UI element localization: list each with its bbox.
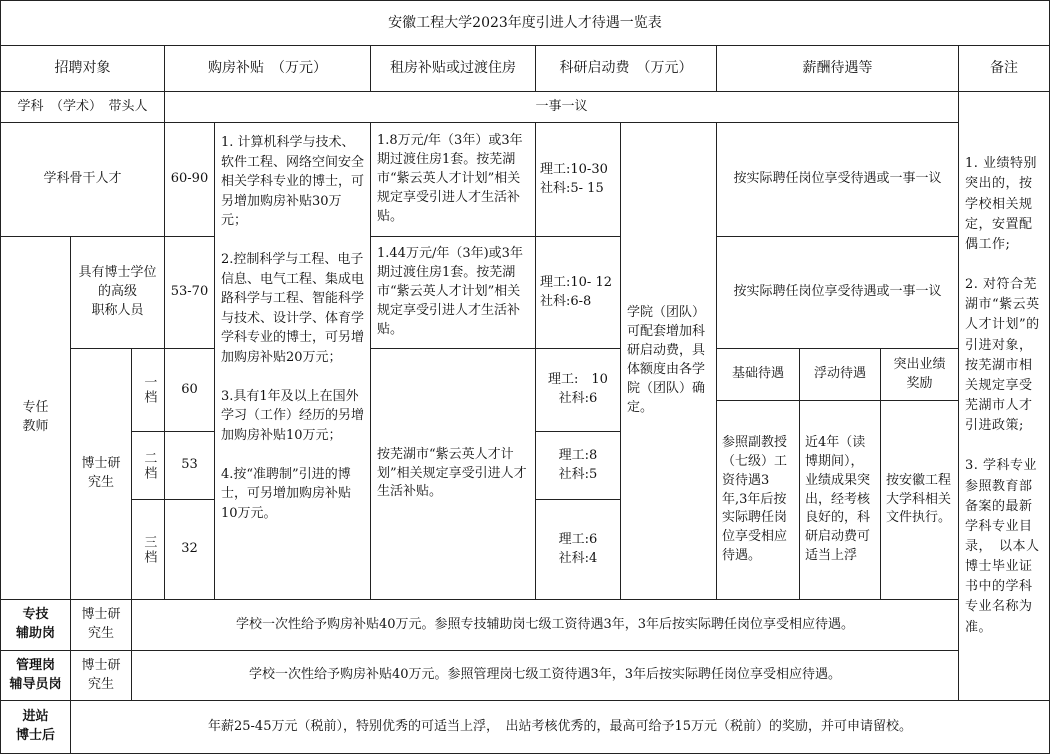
row-admin-sub: 博士研 究生 — [70, 650, 132, 701]
tier2-housing: 53 — [164, 431, 215, 500]
header-salary: 薪酬待遇等 — [716, 45, 959, 92]
row-leader-label: 学科 （学术） 带头人 — [0, 91, 165, 123]
sub-header-award: 突出业绩 奖励 — [880, 348, 959, 401]
row-senior-salary: 按实际聘任岗位享受待遇或一事一议 — [716, 236, 959, 349]
row-admin-label: 管理岗 辅导员岗 — [0, 650, 71, 701]
phd-base-salary: 参照副教授（七级）工资待遇3年,3年后按实际聘任岗位享受相应待遇。 — [716, 400, 800, 600]
phd-award: 按安徽工程大学科相关文件执行。 — [880, 400, 959, 600]
row-senior-housing: 53-70 — [164, 236, 215, 349]
row-backbone-rent: 1.8万元/年（3年）或3年期过渡住房1套。按芜湖市“紫云英人才计划”相关规定享受引进人才生活补贴。 — [370, 122, 536, 237]
header-housing: 购房补贴 （万元） — [164, 45, 371, 92]
row-leader-value: 一事一议 — [164, 91, 959, 123]
sub-header-float: 浮动待遇 — [799, 348, 881, 401]
row-tech-text: 学校一次性给予购房补贴40万元。参照专技辅助岗七级工资待遇3年，3年后按实际聘任岗位享受相应待遇。 — [131, 599, 959, 651]
tier1-housing: 60 — [164, 348, 215, 432]
tier3-label: 三档 — [131, 499, 165, 600]
row-tech-label: 专技 辅助岗 — [0, 599, 71, 651]
row-backbone-salary: 按实际聘任岗位享受待遇或一事一议 — [716, 122, 959, 237]
row-fulltime-label: 专任 教师 — [0, 236, 71, 600]
housing-extra-notes: 1. 计算机科学与技术、软件工程、网络空间安全相关学科专业的博士，可另增加购房补贴30万元； 2.控制科学与工程、电子信息、电气工程、集成电路科学与工程、智能科学与技术、设计学、体育学学科专业的博士，可另增加购房补贴20万元； 3.具有1年及以上在国外学习（工作）经历的另增加购房补贴10万元； 4.按“准聘制”引进的博士，可另增加购房补贴10万元。 — [214, 122, 371, 600]
header-recruit: 招聘对象 — [0, 45, 165, 92]
row-tech-sub: 博士研 究生 — [70, 599, 132, 651]
tier2-label: 二档 — [131, 431, 165, 500]
remark-notes: 1. 业绩特别突出的，按学校相关规定，安置配偶工作; 2. 对符合芜湖市“紫云英人才计划”的引进对象，按芜湖市相关规定享受芜湖市人才引进政策; 3. 学科专业参照教育部备案的最新学科专业目录， 以本人博士毕业证书中的学科专业名称为准。 — [958, 91, 1050, 701]
row-admin-text: 学校一次性给予购房补贴40万元。参照管理岗七级工资待遇3年，3年后按实际聘任岗位享受相应待遇。 — [131, 650, 959, 701]
row-backbone-label: 学科骨干人才 — [0, 122, 165, 237]
row-postdoc-text: 年薪25-45万元（税前），特别优秀的可适当上浮， 出站考核优秀的，最高可给予15万元（税前）的奖励，并可申请留校。 — [70, 700, 1050, 754]
header-research: 科研启动费 （万元） — [535, 45, 717, 92]
row-senior-label: 具有博士学位的高级 职称人员 — [70, 236, 165, 349]
college-research-note: 学院（团队）可配套增加科研启动费，具体额度由各学院（团队）确定。 — [620, 122, 717, 600]
tier3-research: 理工:6 社科:4 — [535, 499, 621, 600]
row-phd-rent: 按芜湖市“紫云英人才计划”相关规定享受引进人才生活补贴。 — [370, 348, 536, 600]
tier3-housing: 32 — [164, 499, 215, 600]
phd-float-salary: 近4年（读博期间），业绩成果突出，经考核良好的，科研启动费可适当上浮 — [799, 400, 881, 600]
tier2-research: 理工:8 社科:5 — [535, 431, 621, 500]
header-rent: 租房补贴或过渡住房 — [370, 45, 536, 92]
row-phd-label: 博士研 究生 — [70, 348, 132, 600]
row-backbone-housing: 60-90 — [164, 122, 215, 237]
row-senior-research: 理工:10- 12 社科:6-8 — [535, 236, 621, 349]
row-postdoc-label: 进站 博士后 — [0, 700, 71, 754]
header-remark: 备注 — [958, 45, 1050, 92]
row-backbone-research: 理工:10-30 社科:5- 15 — [535, 122, 621, 237]
tier1-label: 一档 — [131, 348, 165, 432]
sub-header-base: 基础待遇 — [716, 348, 800, 401]
tier1-research: 理工: 10 社科:6 — [535, 348, 621, 432]
row-senior-rent: 1.44万元/年（3年)或3年期过渡住房1套。按芜湖市“紫云英人才计划”相关规定享受引进人才生活补贴。 — [370, 236, 536, 349]
page-title: 安徽工程大学2023年度引进人才待遇一览表 — [0, 0, 1050, 46]
